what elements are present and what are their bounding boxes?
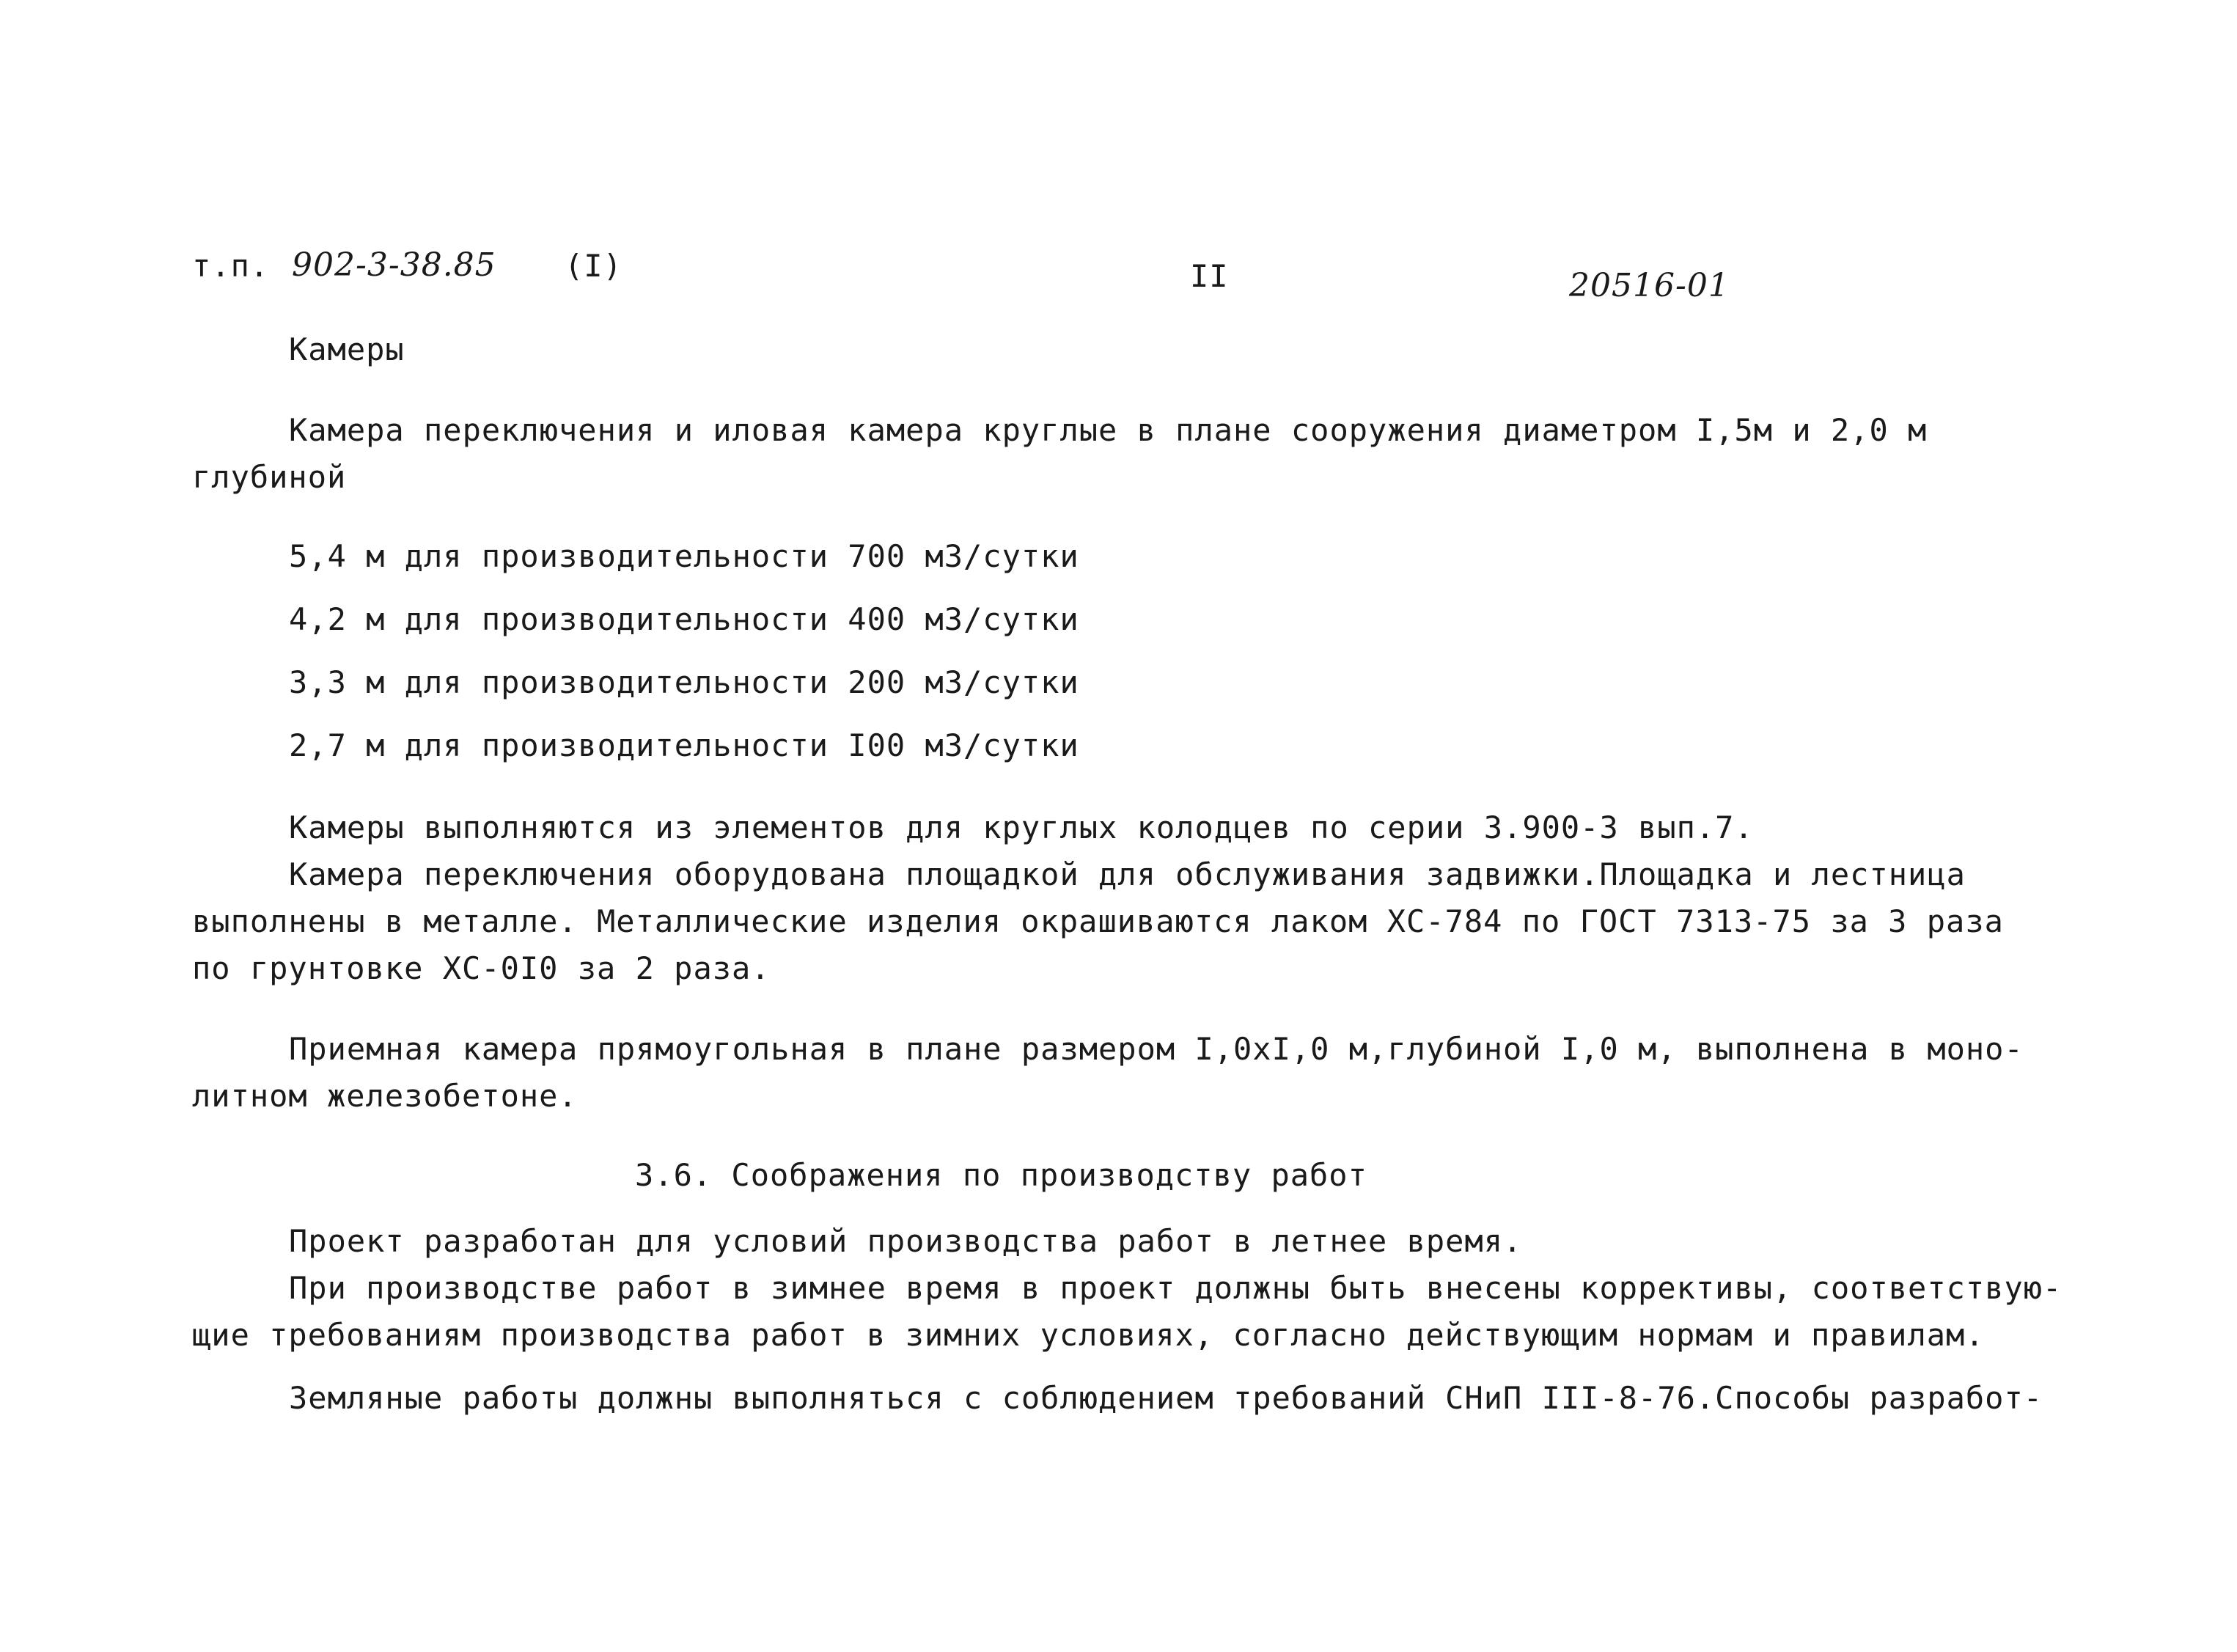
project-part: (I)	[565, 248, 622, 284]
para6-line1: При производстве работ в зимнее время в проект должны быть внесены коррективы, соответствую-	[289, 1270, 2062, 1306]
para1-line1: Камера переключения и иловая камера круглые в плане сооружения диаметром I,5м и 2,0 м	[289, 412, 1928, 448]
para6-line2: щие требованиям производства работ в зимних условиях, согласно действующим нормам и правилам.	[192, 1317, 1985, 1353]
depth-line-2: 4,2 м для производительности 400 м3/сутки	[289, 601, 1079, 637]
para3-line2: выполнены в металле. Металлические изделия окрашиваются лаком ХС-784 по ГОСТ 7313-75 за 3 раза	[192, 903, 2004, 939]
para3-line3: по грунтовке ХС-0I0 за 2 раза.	[192, 950, 771, 986]
subsection-title: 3.6. Соображения по производству работ	[635, 1157, 1367, 1193]
para2: Камеры выполняются из элементов для круглых колодцев по серии 3.900-3 вып.7.	[289, 810, 1754, 845]
para4-line1: Приемная камера прямоугольная в плане размером I,0хI,0 м,глубиной I,0 м, выполнена в моно-	[289, 1031, 2024, 1067]
header-prefix: т.п.	[192, 248, 270, 284]
para3-line1: Камера переключения оборудована площадкой для обслуживания задвижки.Площадка и лестница	[289, 856, 1966, 892]
project-number: 902-3-38.85	[292, 246, 496, 284]
para5: Проект разработан для условий производства работ в летнее время.	[289, 1223, 1523, 1259]
document-code: 20516-01	[1569, 267, 1730, 304]
section-title: Камеры	[289, 331, 405, 367]
para4-line2: литном железобетоне.	[192, 1078, 578, 1114]
depth-line-4: 2,7 м для производительности I00 м3/сутки	[289, 727, 1079, 763]
depth-line-3: 3,3 м для производительности 200 м3/сутки	[289, 664, 1079, 700]
page-number: II	[1190, 258, 1229, 294]
para7: Земляные работы должны выполняться с соблюдением требований СНиП III-8-76.Способы разработ-	[289, 1380, 2043, 1416]
depth-line-1: 5,4 м для производительности 700 м3/сутки	[289, 538, 1079, 574]
para1-line2: глубиной	[192, 459, 347, 495]
